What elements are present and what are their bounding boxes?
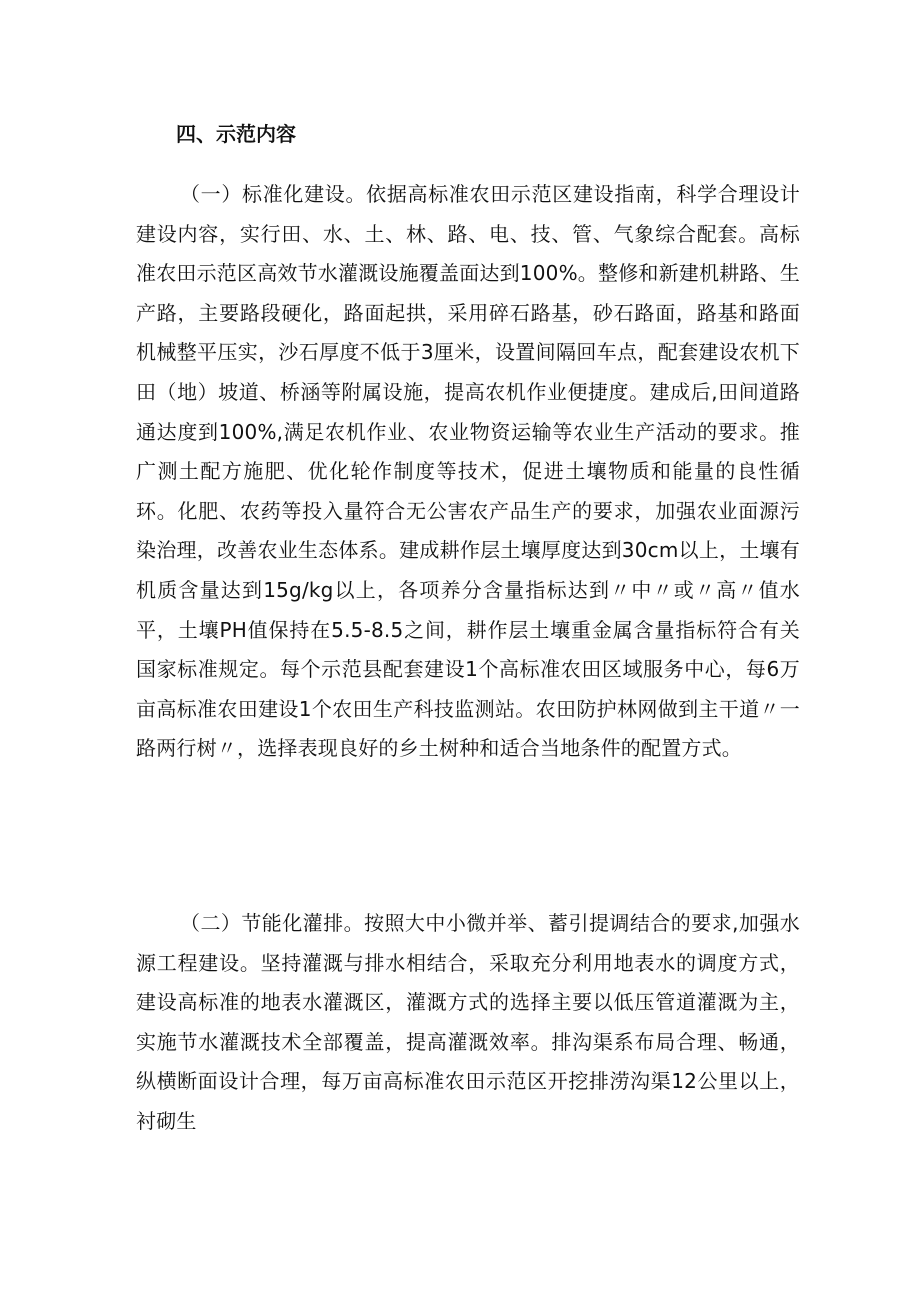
paragraph-standardized-construction: （一）标准化建设。依据高标准农田示范区建设指南，科学合理设计建设内容，实行田、水、土、林、路、电、技、管、气象综合配套。高标准农田示范区高效节水灌溉设施覆盖面达到100%。整修和新建机耕路、生产路，主要路段硬化，路面起拱，采用碎石路基，砂石路面，路基和路面机械整平压实，沙石厚度不低于3厘米，设置间隔回车点，配套建设农机下田（地）坡道、桥涵等附属设施，提高农机作业便捷度。建成后,田间道路通达度到100%,满足农机作业、农业物资运输等农业生产活动的要求。推广测土配方施肥、优化轮作制度等技术，促进土壤物质和能量的良性循环。化肥、农药等投入量符合无公害农产品生产的要求，加强农业面源污染治理，改善农业生态体系。建成耕作层土壤厚度达到30cm以上，土壤有机质含量达到15g/kg以上，各项养分含量指标达到〃中〃或〃高〃值水平，土壤PH值保持在5.5-8.5之间，耕作层土壤重金属含量指标符合有关国家标准规定。每个示范县配套建设1个高标准农田区域服务中心，每6万亩高标准农田建设1个农田生产科技监测站。农田防护林网做到主干道〃一路两行树〃，选择表现良好的乡土树种和适合当地条件的配置方式。 [136, 182, 800, 761]
paragraph-energy-saving-irrigation: （二）节能化灌排。按照大中小微并举、蓄引提调结合的要求,加强水源工程建设。坚持灌溉与排水相结合，采取充分利用地表水的调度方式，建设高标准的地表水灌溉区，灌溉方式的选择主要以低压管道灌溉为主，实施节水灌溉技术全部覆盖，提高灌溉效率。排沟渠系布局合理、畅通，纵横断面设计合理，每万亩高标准农田示范区开挖排涝沟渠12公里以上，衬砌生 [136, 911, 800, 1133]
section-heading: 四、示范内容 [176, 122, 296, 146]
